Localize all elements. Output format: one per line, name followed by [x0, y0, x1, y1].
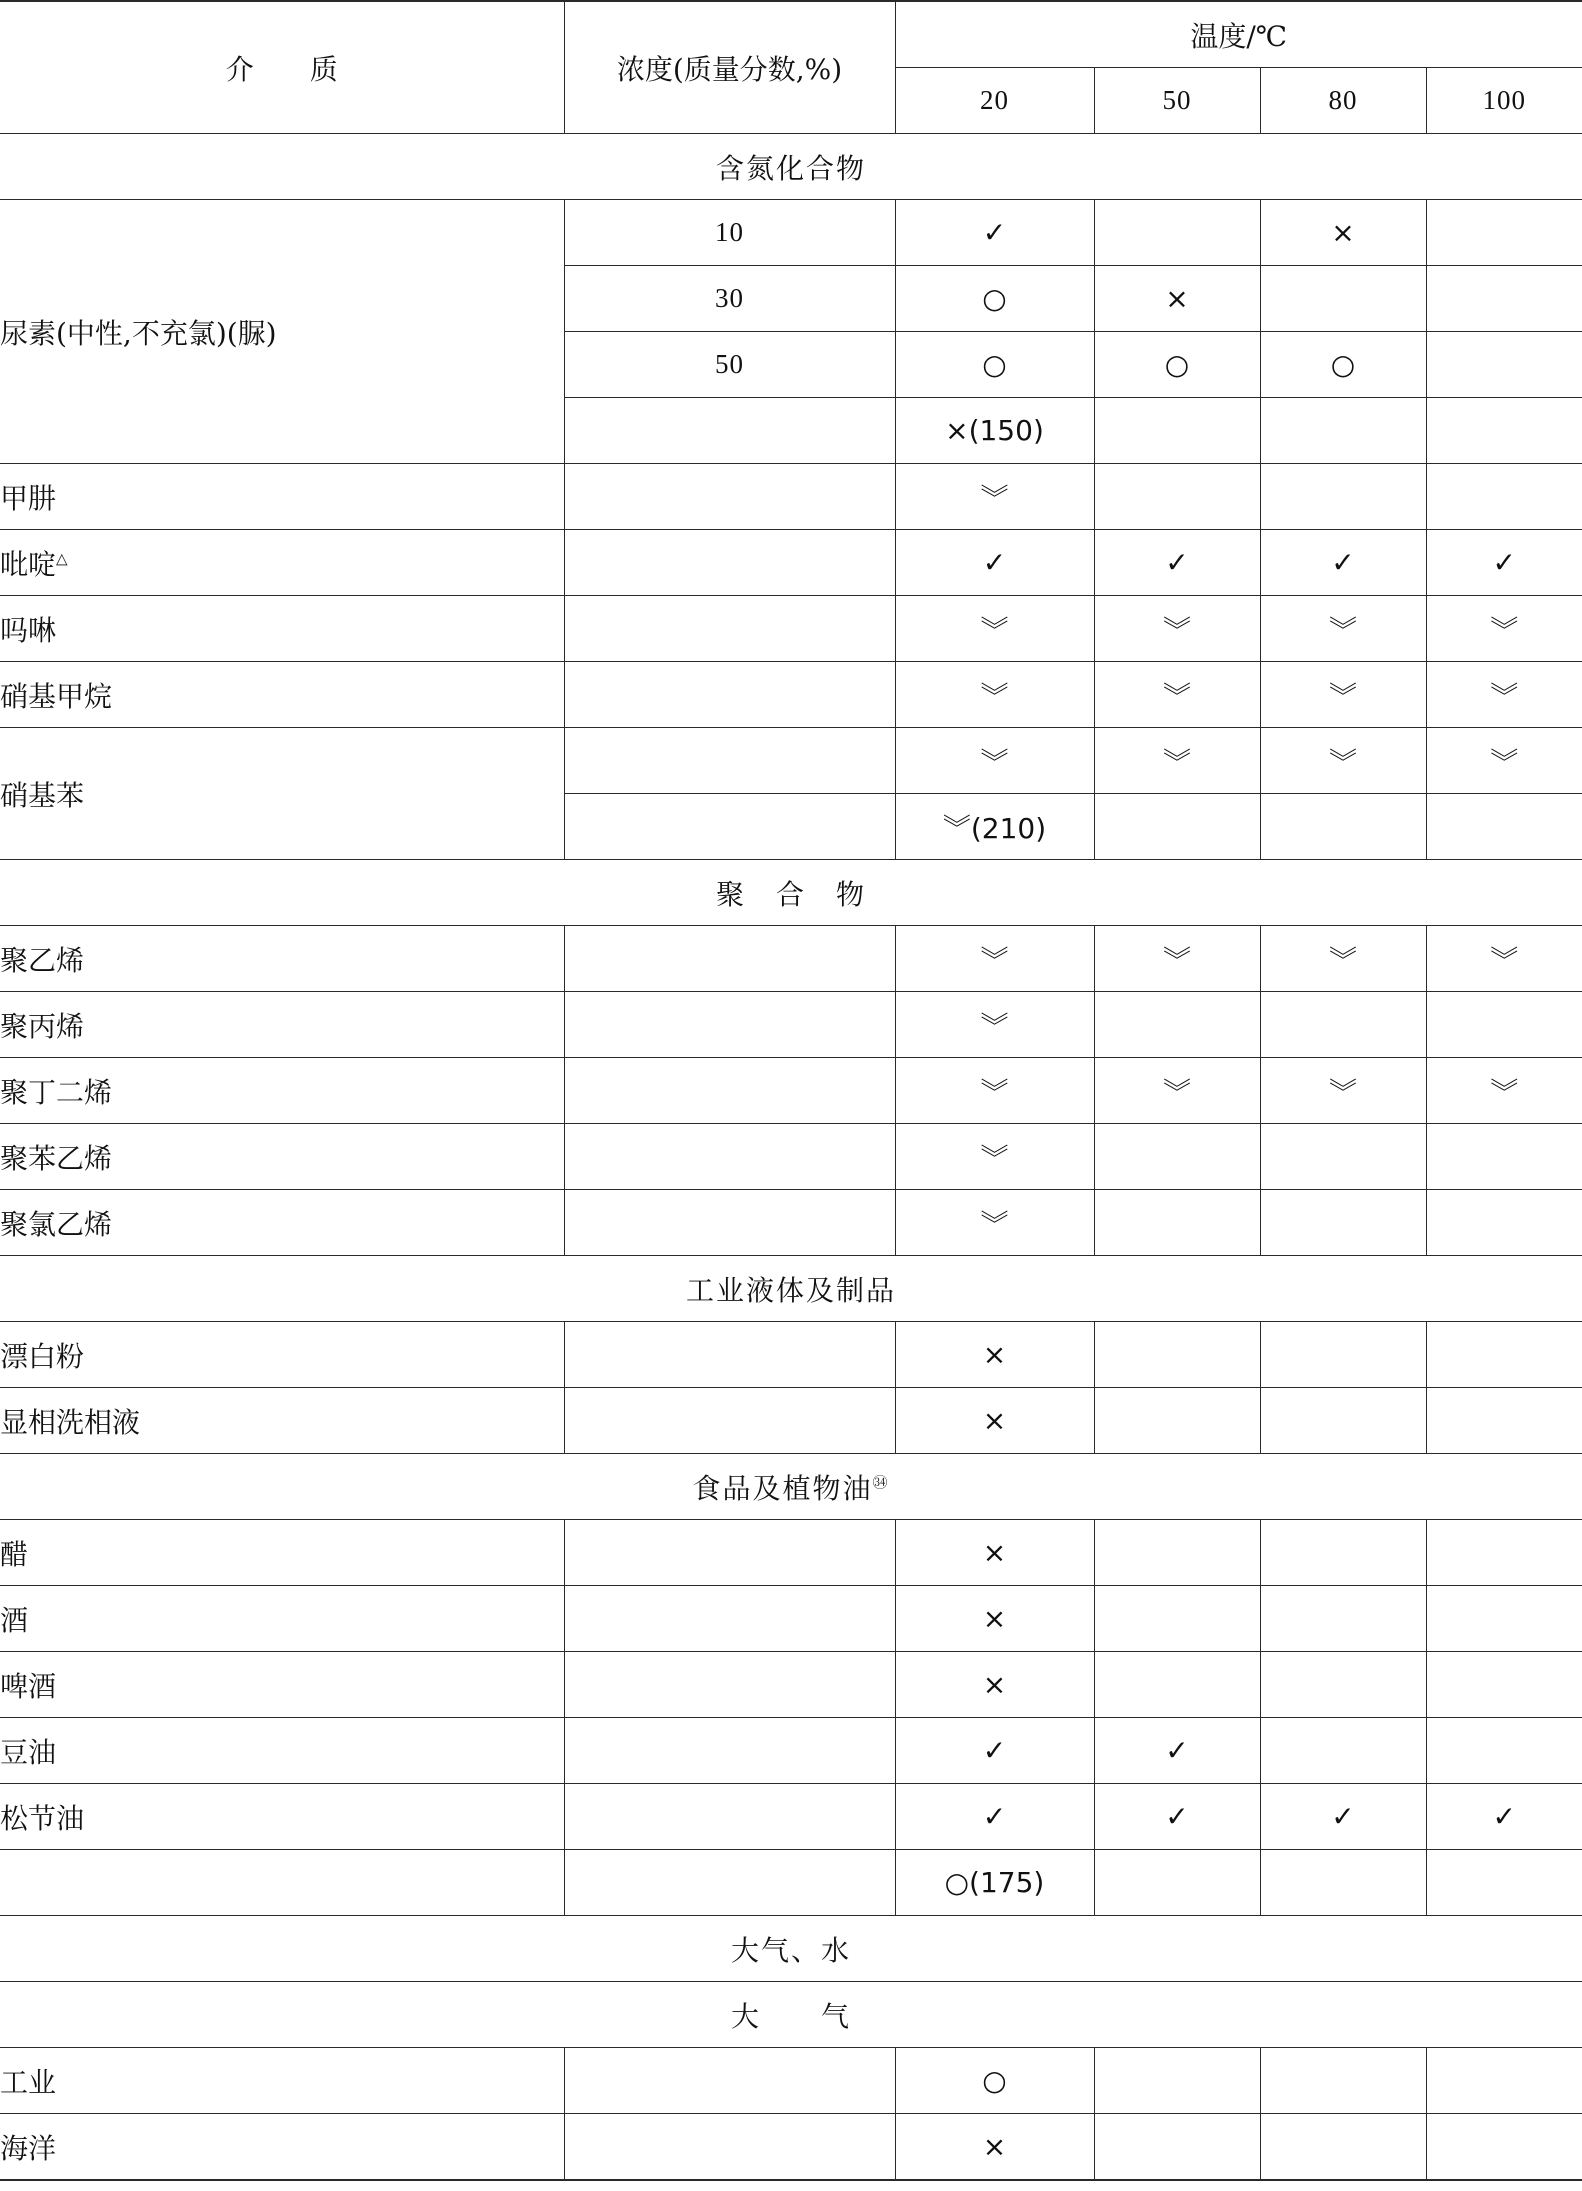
rating-20: × [895, 1520, 1094, 1586]
section-title-industrial: 工业液体及制品 [0, 1256, 1582, 1322]
rating-20: ︾(210) [895, 794, 1094, 860]
rating-20: ✓ [895, 1718, 1094, 1784]
concentration-cell [564, 1322, 895, 1388]
rating-100 [1426, 266, 1582, 332]
rating-100 [1426, 1124, 1582, 1190]
rating-80 [1260, 1388, 1426, 1454]
rating-100: ✓ [1426, 1784, 1582, 1850]
section-title-food: 食品及植物油 [692, 1471, 873, 1505]
rating-20: × [895, 1586, 1094, 1652]
rating-100: ︾ [1426, 596, 1582, 662]
concentration-cell [564, 2048, 895, 2114]
rating-50: ○ [1094, 332, 1260, 398]
rating-20: × [895, 2114, 1094, 2181]
section-title-polymers: 聚 合 物 [0, 860, 1582, 926]
rating-50 [1094, 1586, 1260, 1652]
rating-80: ✓ [1260, 530, 1426, 596]
header-medium: 介 质 [0, 1, 564, 134]
rating-20: ︾ [895, 1124, 1094, 1190]
rating-50 [1094, 1124, 1260, 1190]
section-row [0, 860, 1582, 926]
subsection-title-atmosphere: 大 气 [0, 1982, 1582, 2048]
table-row [0, 662, 1582, 728]
rating-20: × [895, 1388, 1094, 1454]
section-row [0, 1916, 1582, 1982]
rating-20: ✓ [895, 1784, 1094, 1850]
rating-80 [1260, 1124, 1426, 1190]
rating-50 [1094, 1190, 1260, 1256]
table-row [0, 728, 1582, 794]
rating-20: ✓ [895, 530, 1094, 596]
rating-80 [1260, 266, 1426, 332]
rating-20: ○(175) [895, 1850, 1094, 1916]
rating-100 [1426, 992, 1582, 1058]
medium-name: 漂白粉 [0, 1322, 564, 1388]
rating-50: ︾ [1094, 662, 1260, 728]
rating-20: ×(150) [895, 398, 1094, 464]
medium-name: 醋 [0, 1520, 564, 1586]
rating-20: ︾ [895, 992, 1094, 1058]
header-temp-100: 100 [1426, 68, 1582, 134]
rating-20: ︾ [895, 1190, 1094, 1256]
medium-name: 吗啉 [0, 596, 564, 662]
concentration-cell [564, 1190, 895, 1256]
table-row [0, 464, 1582, 530]
rating-50: ︾ [1094, 728, 1260, 794]
header-temperature: 温度/℃ [895, 1, 1582, 68]
rating-80 [1260, 398, 1426, 464]
concentration-cell [564, 926, 895, 992]
table-row [0, 596, 1582, 662]
note-mark: △ [56, 549, 68, 568]
rating-50: ︾ [1094, 1058, 1260, 1124]
rating-100 [1426, 1652, 1582, 1718]
medium-name: 吡啶 [0, 547, 57, 581]
medium-name: 硝基甲烷 [0, 662, 564, 728]
concentration-cell [564, 530, 895, 596]
rating-20: ✓ [895, 200, 1094, 266]
rating-50: ︾ [1094, 926, 1260, 992]
medium-name: 工业 [0, 2048, 564, 2114]
concentration-cell [564, 1784, 895, 1850]
rating-20: ︾ [895, 596, 1094, 662]
medium-name [0, 1850, 564, 1916]
rating-50 [1094, 2048, 1260, 2114]
rating-80: ✓ [1260, 1784, 1426, 1850]
rating-80 [1260, 1190, 1426, 1256]
rating-100 [1426, 1586, 1582, 1652]
rating-80 [1260, 794, 1426, 860]
rating-50 [1094, 992, 1260, 1058]
rating-50 [1094, 1850, 1260, 1916]
medium-name-cell [0, 530, 564, 596]
concentration-cell [564, 794, 895, 860]
rating-20: ○ [895, 266, 1094, 332]
table-row [0, 2114, 1582, 2181]
medium-name: 豆油 [0, 1718, 564, 1784]
section-title-nitrogen: 含氮化合物 [0, 134, 1582, 200]
rating-20: × [895, 1652, 1094, 1718]
header-temp-80: 80 [1260, 68, 1426, 134]
rating-80: ︾ [1260, 926, 1426, 992]
medium-name: 硝基苯 [0, 728, 564, 860]
concentration-cell: 50 [564, 332, 895, 398]
concentration-cell [564, 728, 895, 794]
concentration-cell [564, 1586, 895, 1652]
section-row [0, 134, 1582, 200]
header-row-1 [0, 1, 1582, 68]
rating-80: × [1260, 200, 1426, 266]
medium-name: 聚氯乙烯 [0, 1190, 564, 1256]
rating-80: ︾ [1260, 662, 1426, 728]
rating-20: ○ [895, 332, 1094, 398]
rating-100 [1426, 1850, 1582, 1916]
rating-50 [1094, 200, 1260, 266]
concentration-cell: 10 [564, 200, 895, 266]
rating-100 [1426, 2114, 1582, 2181]
rating-20: ︾ [895, 1058, 1094, 1124]
concentration-cell [564, 1850, 895, 1916]
rating-20: ︾ [895, 728, 1094, 794]
medium-name: 显相洗相液 [0, 1388, 564, 1454]
rating-50: ✓ [1094, 530, 1260, 596]
rating-50 [1094, 464, 1260, 530]
concentration-cell [564, 1652, 895, 1718]
rating-100: ︾ [1426, 728, 1582, 794]
medium-name: 尿素(中性,不充氯)(脲) [0, 200, 564, 464]
rating-100 [1426, 794, 1582, 860]
section-title-atm-water: 大气、水 [0, 1916, 1582, 1982]
concentration-cell [564, 1520, 895, 1586]
table-row [0, 1718, 1582, 1784]
table-row [0, 1586, 1582, 1652]
rating-50 [1094, 794, 1260, 860]
rating-100: ︾ [1426, 1058, 1582, 1124]
medium-name: 聚丁二烯 [0, 1058, 564, 1124]
rating-80 [1260, 2114, 1426, 2181]
table-row [0, 1850, 1582, 1916]
rating-20: × [895, 1322, 1094, 1388]
table-row [0, 200, 1582, 266]
rating-50 [1094, 1520, 1260, 1586]
rating-80 [1260, 992, 1426, 1058]
rating-50 [1094, 398, 1260, 464]
table-row [0, 1058, 1582, 1124]
concentration-cell [564, 992, 895, 1058]
rating-100 [1426, 2048, 1582, 2114]
rating-80 [1260, 464, 1426, 530]
section-row [0, 1982, 1582, 2048]
concentration-cell [564, 1058, 895, 1124]
concentration-cell [564, 2114, 895, 2181]
rating-100 [1426, 1718, 1582, 1784]
rating-100 [1426, 332, 1582, 398]
rating-80 [1260, 1652, 1426, 1718]
rating-100: ✓ [1426, 530, 1582, 596]
rating-100 [1426, 1190, 1582, 1256]
medium-name: 聚苯乙烯 [0, 1124, 564, 1190]
rating-50: ✓ [1094, 1784, 1260, 1850]
table-row [0, 1124, 1582, 1190]
rating-80 [1260, 1322, 1426, 1388]
rating-50: ✓ [1094, 1718, 1260, 1784]
rating-50 [1094, 1322, 1260, 1388]
concentration-cell [564, 398, 895, 464]
table-row [0, 1322, 1582, 1388]
medium-name: 松节油 [0, 1784, 564, 1850]
concentration-cell [564, 1718, 895, 1784]
header-concentration: 浓度(质量分数,%) [564, 1, 895, 134]
rating-100 [1426, 1388, 1582, 1454]
medium-name: 甲肼 [0, 464, 564, 530]
concentration-cell [564, 464, 895, 530]
table-row [0, 530, 1582, 596]
concentration-cell [564, 1388, 895, 1454]
table-row [0, 1190, 1582, 1256]
rating-50 [1094, 1652, 1260, 1718]
rating-80 [1260, 1850, 1426, 1916]
rating-100: ︾ [1426, 662, 1582, 728]
rating-80 [1260, 2048, 1426, 2114]
medium-name: 啤酒 [0, 1652, 564, 1718]
medium-name: 聚丙烯 [0, 992, 564, 1058]
rating-50: ︾ [1094, 596, 1260, 662]
header-temp-20: 20 [895, 68, 1094, 134]
rating-20: ︾ [895, 464, 1094, 530]
rating-100 [1426, 398, 1582, 464]
section-row [0, 1256, 1582, 1322]
rating-80: ○ [1260, 332, 1426, 398]
rating-80 [1260, 1520, 1426, 1586]
section-title-food-cell [0, 1454, 1582, 1520]
concentration-cell [564, 596, 895, 662]
rating-20: ︾ [895, 662, 1094, 728]
table-row [0, 992, 1582, 1058]
concentration-cell [564, 1124, 895, 1190]
table-row [0, 1652, 1582, 1718]
table-row [0, 1784, 1582, 1850]
concentration-cell [564, 662, 895, 728]
rating-100 [1426, 464, 1582, 530]
rating-20: ○ [895, 2048, 1094, 2114]
rating-100: ︾ [1426, 926, 1582, 992]
rating-100 [1426, 200, 1582, 266]
table-row [0, 926, 1582, 992]
footnote-mark: ㉞ [872, 1473, 890, 1492]
rating-100 [1426, 1520, 1582, 1586]
header-temp-50: 50 [1094, 68, 1260, 134]
rating-80 [1260, 1586, 1426, 1652]
section-row [0, 1454, 1582, 1520]
rating-80 [1260, 1718, 1426, 1784]
table-row [0, 1520, 1582, 1586]
rating-100 [1426, 1322, 1582, 1388]
rating-80: ︾ [1260, 728, 1426, 794]
medium-name: 海洋 [0, 2114, 564, 2181]
table-row [0, 2048, 1582, 2114]
rating-80: ︾ [1260, 596, 1426, 662]
medium-name: 聚乙烯 [0, 926, 564, 992]
rating-50 [1094, 2114, 1260, 2181]
rating-20: ︾ [895, 926, 1094, 992]
table-row [0, 1388, 1582, 1454]
medium-name: 酒 [0, 1586, 564, 1652]
rating-50: × [1094, 266, 1260, 332]
rating-80: ︾ [1260, 1058, 1426, 1124]
rating-50 [1094, 1388, 1260, 1454]
concentration-cell: 30 [564, 266, 895, 332]
